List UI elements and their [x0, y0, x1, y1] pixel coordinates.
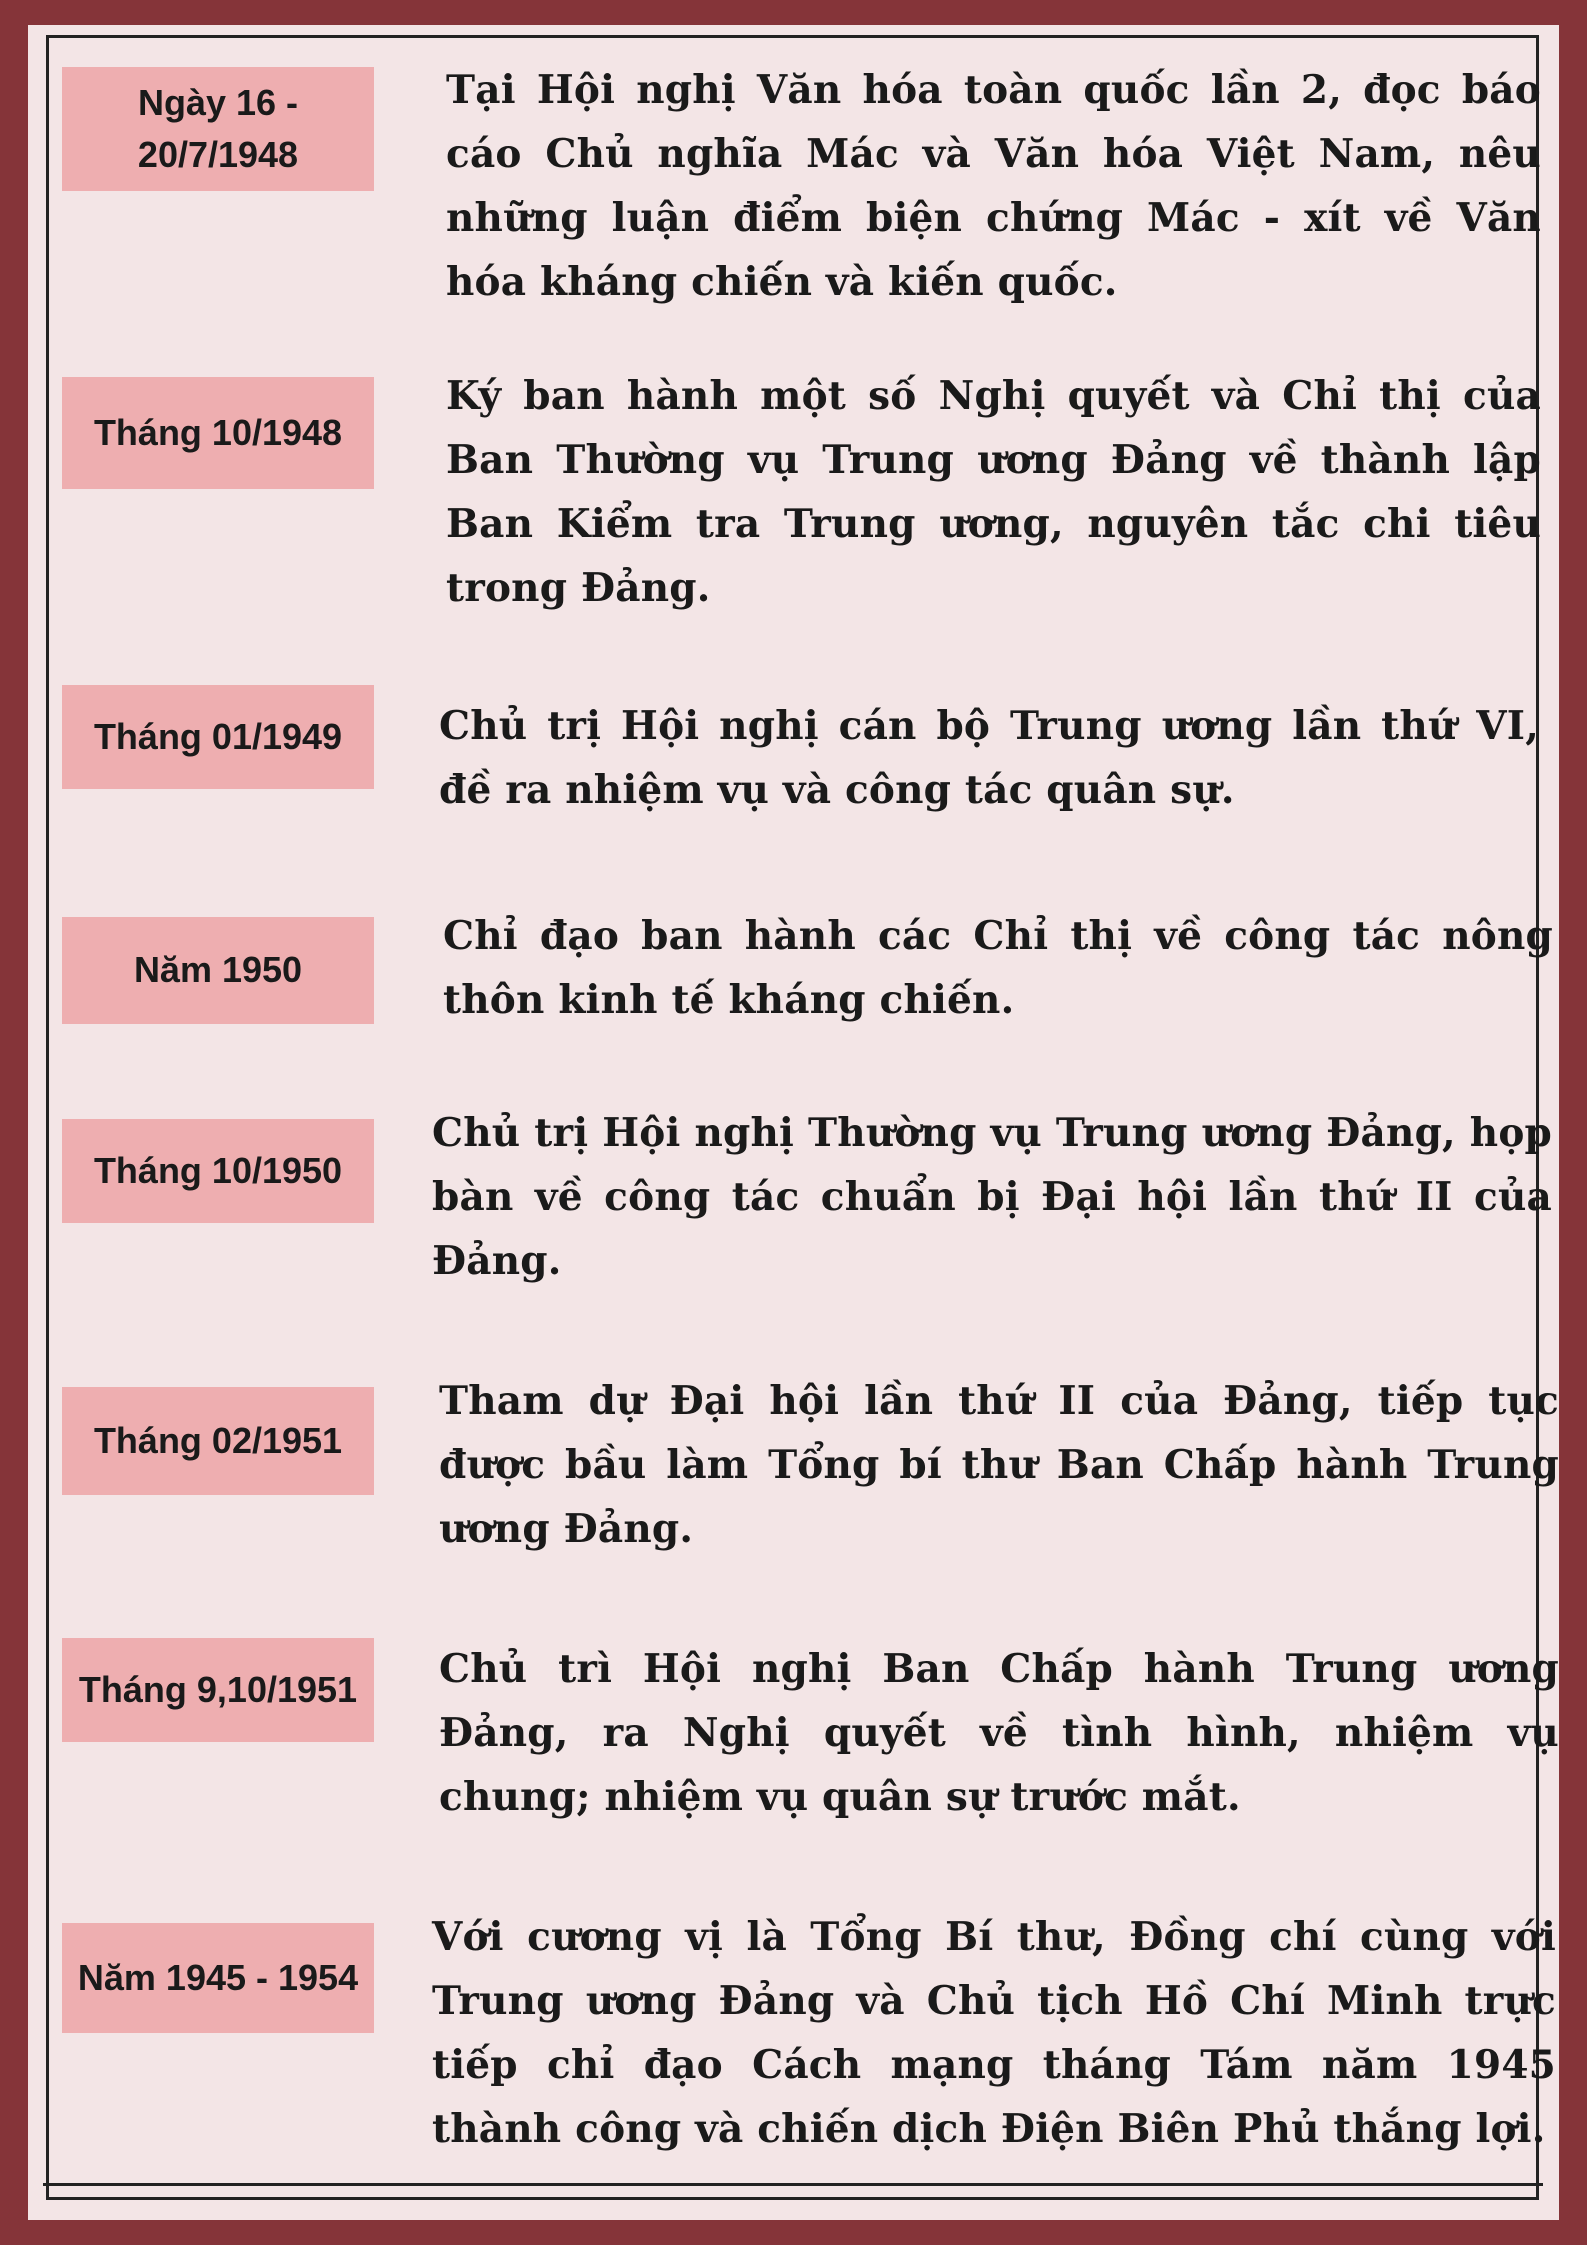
event-description: Với cương vị là Tổng Bí thư, Đồng chí cùng với Trung ương Đảng và Chủ tịch Hồ Chí Minh trực tiếp chỉ đạo Cách mạng tháng Tám năm 1945 thành công và chiến dịch Điện Biên Phủ thắng lợi. [432, 1914, 1556, 2152]
date-label: Tháng 10/1950 [62, 1119, 374, 1223]
event-description: Chủ trì Hội nghị Ban Chấp hành Trung ương Đảng, ra Nghị quyết về tình hình, nhiệm vụ chung; nhiệm vụ quân sự trước mắt. [439, 1646, 1559, 1820]
event-description: Chủ trị Hội nghị cán bộ Trung ương lần thứ VI, đề ra nhiệm vụ và công tác quân sự. [439, 703, 1539, 813]
event-description: Tại Hội nghị Văn hóa toàn quốc lần 2, đọc báo cáo Chủ nghĩa Mác và Văn hóa Việt Nam, nêu những luận điểm biện chứng Mác - xít về Văn hóa kháng chiến và kiến quốc. [446, 67, 1541, 305]
event-description: Chủ trị Hội nghị Thường vụ Trung ương Đảng, họp bàn về công tác chuẩn bị Đại hội lần thứ II của Đảng. [432, 1110, 1552, 1284]
bottom-rule [43, 2183, 1543, 2186]
date-label: Ngày 16 - 20/7/1948 [62, 67, 374, 191]
date-label: Năm 1950 [62, 917, 374, 1024]
event-description: Chỉ đạo ban hành các Chỉ thị về công tác nông thôn kinh tế kháng chiến. [443, 913, 1553, 1023]
timeline-page [28, 25, 1559, 2220]
date-label: Tháng 9,10/1951 [62, 1638, 374, 1742]
date-label: Tháng 10/1948 [62, 377, 374, 489]
date-label: Tháng 01/1949 [62, 685, 374, 789]
event-description: Tham dự Đại hội lần thứ II của Đảng, tiếp tục được bầu làm Tổng bí thư Ban Chấp hành Trung ương Đảng. [439, 1378, 1559, 1552]
event-description: Ký ban hành một số Nghị quyết và Chỉ thị của Ban Thường vụ Trung ương Đảng về thành lập Ban Kiểm tra Trung ương, nguyên tắc chi tiêu trong Đảng. [446, 373, 1541, 611]
date-label: Tháng 02/1951 [62, 1387, 374, 1495]
date-label: Năm 1945 - 1954 [62, 1923, 374, 2033]
